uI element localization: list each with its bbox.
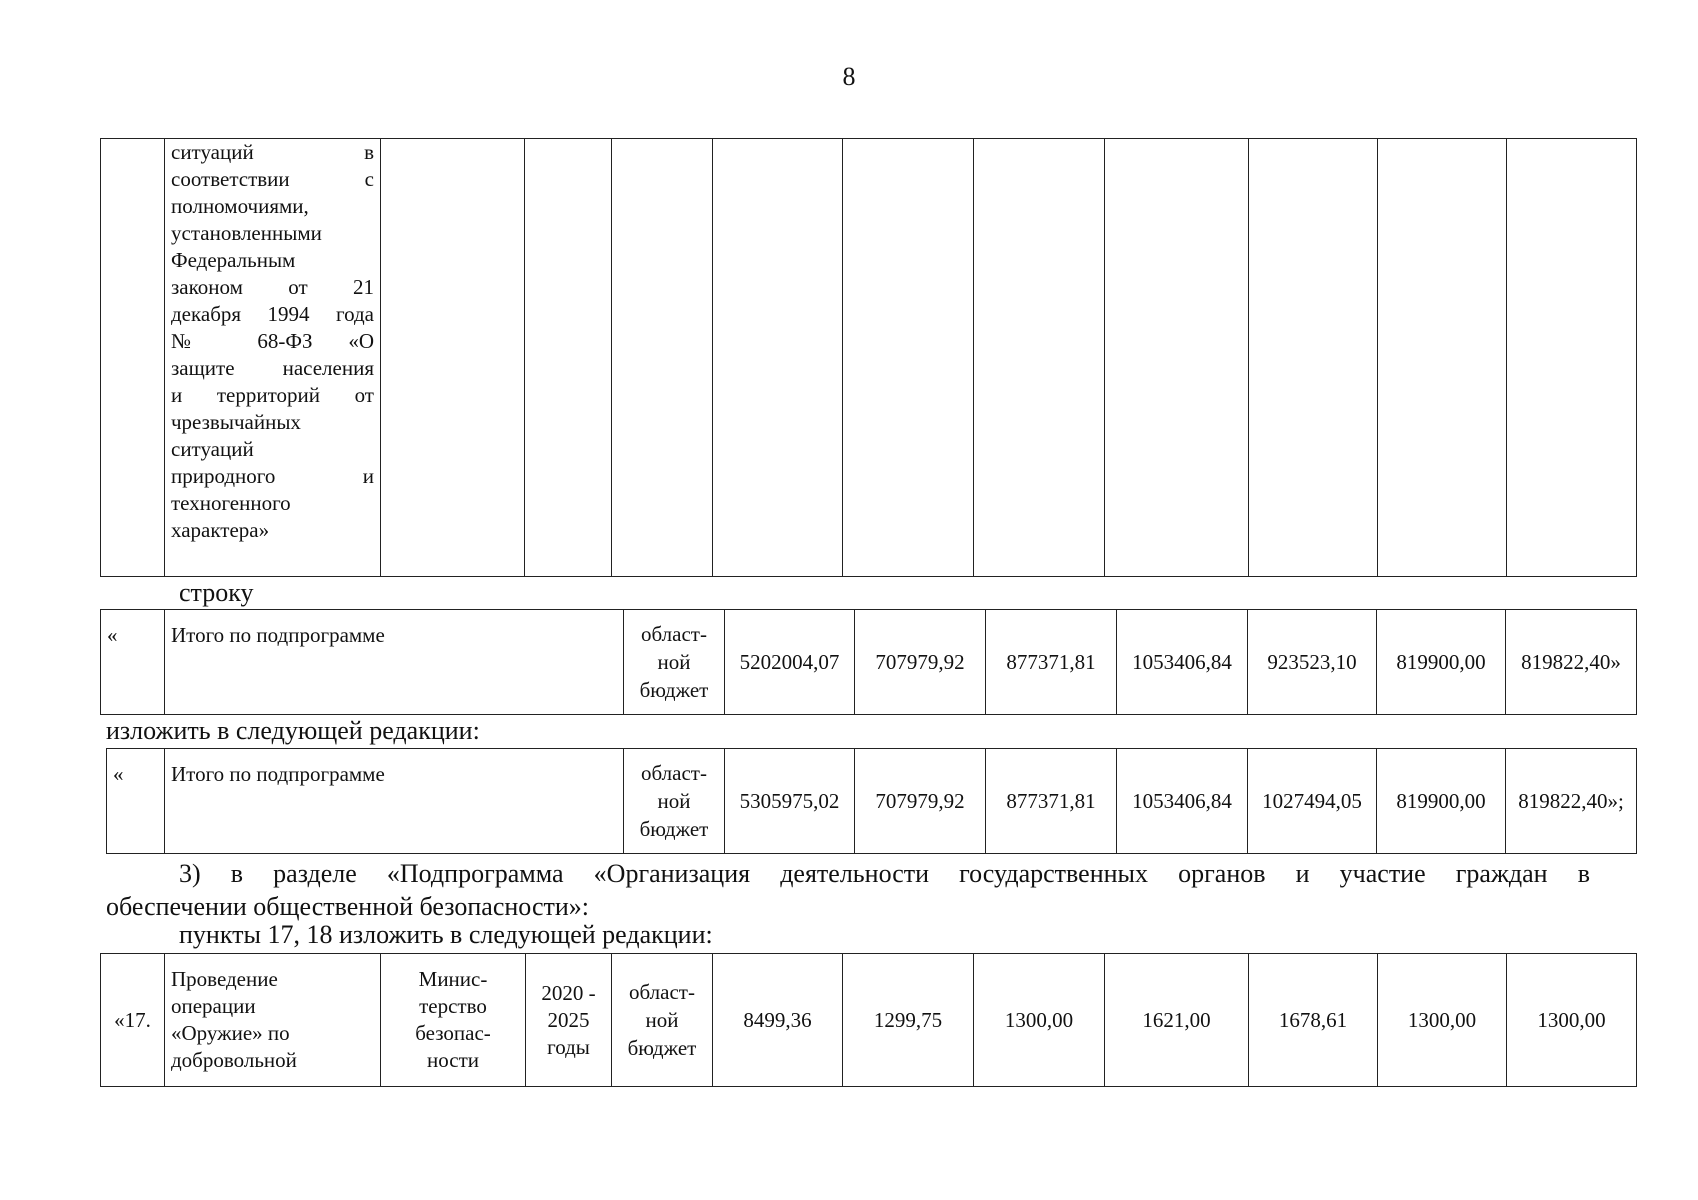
old-total-table	[100, 609, 1637, 715]
paragraph-line: 3) в разделе «Подпрограмма «Организация деятельности государственных органов и участие граждан в	[179, 859, 1590, 888]
text-line: ситуаций в	[171, 140, 374, 164]
value-cell: 1300,00	[974, 954, 1105, 1087]
value-cell: 1621,00	[1105, 954, 1249, 1087]
text-line: установленными	[171, 221, 322, 245]
text-line: защите населения	[171, 356, 374, 380]
value-cell: 5305975,02	[725, 749, 855, 854]
value-cell: 707979,92	[855, 749, 986, 854]
value-cell: 923523,10	[1248, 610, 1377, 715]
table-cell	[1105, 139, 1249, 577]
table-cell	[713, 139, 843, 577]
value-cell: 1300,00	[1507, 954, 1637, 1087]
value-cell: 819900,00	[1377, 610, 1506, 715]
budget-type: област- ной бюджет	[612, 954, 713, 1087]
table-cell	[1378, 139, 1507, 577]
text-line: декабря 1994 года	[171, 302, 374, 326]
table-row	[101, 139, 1637, 577]
text-line: характера»	[171, 518, 270, 542]
label-izlozhit: изложить в следующей редакции:	[106, 716, 480, 745]
value-cell: 819822,40»;	[1506, 749, 1637, 854]
value-cell: 5202004,07	[725, 610, 855, 715]
text-line: ситуаций	[171, 437, 254, 461]
value-cell: 1027494,05	[1248, 749, 1377, 854]
text-line: и территорий от	[171, 383, 374, 407]
item-name	[165, 954, 381, 1087]
new-total-table	[106, 748, 1637, 854]
table-cell	[525, 139, 612, 577]
label-punkty: пункты 17, 18 изложить в следующей редакции:	[179, 920, 713, 949]
value-cell: 1053406,84	[1117, 749, 1248, 854]
value-cell: 877371,81	[986, 610, 1117, 715]
table-cell	[843, 139, 974, 577]
text-line: техногенного	[171, 491, 291, 515]
table-cell	[101, 139, 165, 577]
text-line: соответствии с	[171, 167, 374, 191]
table-cell	[1507, 139, 1637, 577]
text-line: № 68-ФЗ «О	[171, 329, 374, 353]
paragraph-line: обеспечении общественной безопасности»:	[106, 892, 589, 921]
value-cell: 877371,81	[986, 749, 1117, 854]
label-stroku: строку	[179, 578, 254, 607]
value-cell: 707979,92	[855, 610, 986, 715]
item-name-text: Проведение операции «Оружие» по добровольной	[171, 967, 297, 1072]
section-3-paragraph	[106, 857, 1590, 923]
executor: Минис- терство безопас- ности	[381, 954, 526, 1087]
text-line: чрезвычайных	[171, 410, 301, 434]
table-row	[101, 954, 1637, 1087]
table-cell	[612, 139, 713, 577]
period: 2020 - 2025 годы	[526, 954, 612, 1087]
text-line: полномочиями,	[171, 194, 309, 218]
table-cell	[974, 139, 1105, 577]
value-cell: 819900,00	[1377, 749, 1506, 854]
table-row	[107, 749, 1637, 854]
quote-mark: «	[101, 610, 165, 715]
total-label: Итого по подпрограмме	[165, 749, 624, 854]
value-cell: 1678,61	[1249, 954, 1378, 1087]
value-cell: 1300,00	[1378, 954, 1507, 1087]
text-line: законом от 21	[171, 275, 374, 299]
table-row	[101, 610, 1637, 715]
item-17-table	[100, 953, 1637, 1087]
table-cell	[381, 139, 525, 577]
budget-type: област- ной бюджет	[624, 749, 725, 854]
value-cell: 1053406,84	[1117, 610, 1248, 715]
page-number: 8	[842, 62, 856, 91]
text-line: Федеральным	[171, 248, 296, 272]
value-cell: 819822,40»	[1506, 610, 1637, 715]
total-label: Итого по подпрограмме	[165, 610, 624, 715]
continuation-table	[100, 138, 1637, 577]
budget-type: област- ной бюджет	[624, 610, 725, 715]
text-line: природного и	[171, 464, 374, 488]
value-cell: 8499,36	[713, 954, 843, 1087]
item-description-cell	[165, 139, 381, 577]
table-cell	[1249, 139, 1378, 577]
item-number: «17.	[101, 954, 165, 1087]
value-cell: 1299,75	[843, 954, 974, 1087]
quote-mark: «	[107, 749, 165, 854]
